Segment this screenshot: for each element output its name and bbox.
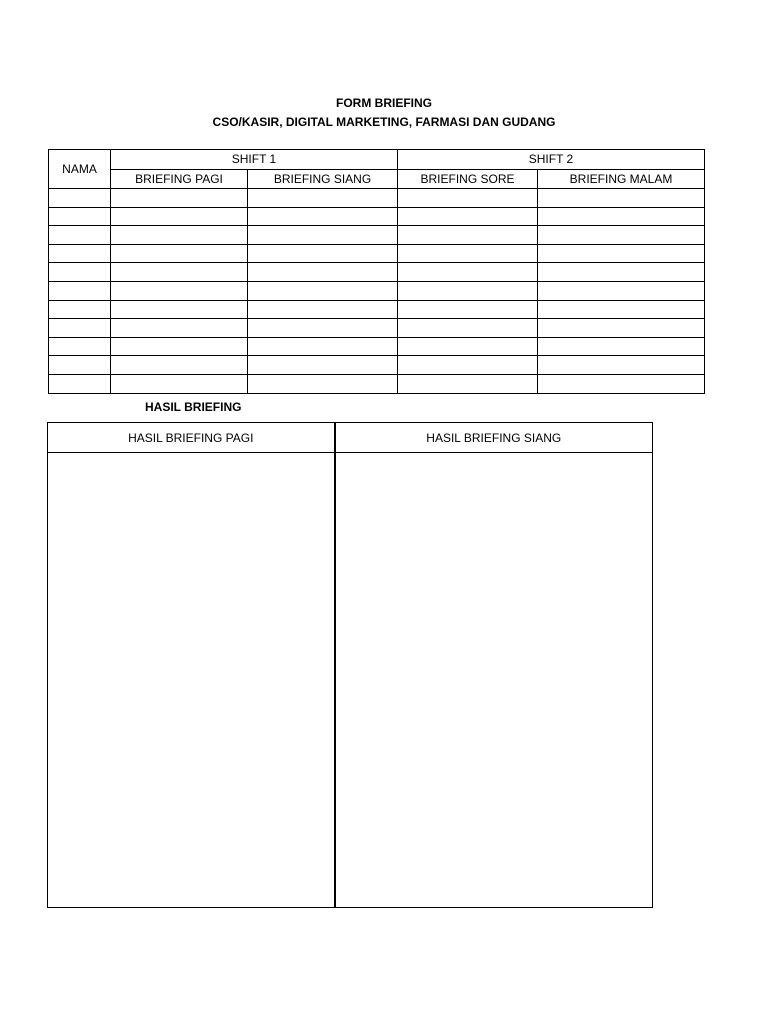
briefing-malam-cell[interactable]: [538, 337, 705, 356]
header-row-shifts: [49, 150, 705, 170]
table-row: [49, 263, 705, 282]
briefing-malam-cell[interactable]: [538, 300, 705, 319]
briefing-sore-cell[interactable]: [398, 244, 538, 263]
briefing-siang-cell[interactable]: [248, 263, 398, 282]
nama-cell[interactable]: [49, 337, 111, 356]
briefing-malam-cell[interactable]: [538, 281, 705, 300]
briefing-sore-cell[interactable]: [398, 226, 538, 245]
table-row: [49, 244, 705, 263]
table-row: [49, 189, 705, 208]
briefing-sore-cell[interactable]: [398, 300, 538, 319]
briefing-pagi-cell[interactable]: [111, 244, 248, 263]
hasil-briefing-pagi-header: HASIL BRIEFING PAGI: [48, 423, 335, 453]
nama-cell[interactable]: [49, 207, 111, 226]
table-row: [49, 300, 705, 319]
briefing-pagi-cell[interactable]: [111, 263, 248, 282]
nama-cell[interactable]: [49, 226, 111, 245]
briefing-siang-cell[interactable]: [248, 207, 398, 226]
briefing-pagi-cell[interactable]: [111, 189, 248, 208]
briefing-siang-cell[interactable]: [248, 337, 398, 356]
nama-cell[interactable]: [49, 263, 111, 282]
shift-2-header: SHIFT 2: [398, 150, 705, 170]
table-row: [49, 207, 705, 226]
briefing-malam-cell[interactable]: [538, 263, 705, 282]
briefing-siang-cell[interactable]: [248, 244, 398, 263]
briefing-malam-header: BRIEFING MALAM: [538, 169, 705, 189]
briefing-pagi-cell[interactable]: [111, 319, 248, 338]
nama-cell[interactable]: [49, 281, 111, 300]
briefing-sore-header: BRIEFING SORE: [398, 169, 538, 189]
briefing-sore-cell[interactable]: [398, 374, 538, 393]
briefing-sore-cell[interactable]: [398, 281, 538, 300]
briefing-sore-cell[interactable]: [398, 207, 538, 226]
table-row: [49, 226, 705, 245]
form-title: FORM BRIEFING: [336, 96, 432, 110]
nama-header: NAMA: [49, 150, 111, 189]
briefing-pagi-cell[interactable]: [111, 281, 248, 300]
briefing-siang-cell[interactable]: [248, 300, 398, 319]
form-subtitle: CSO/KASIR, DIGITAL MARKETING, FARMASI DAN GUDANG: [212, 115, 556, 129]
nama-cell[interactable]: [49, 356, 111, 375]
table-row: [49, 374, 705, 393]
briefing-pagi-cell[interactable]: [111, 337, 248, 356]
briefing-siang-cell[interactable]: [248, 356, 398, 375]
briefing-siang-cell[interactable]: [248, 189, 398, 208]
briefing-malam-cell[interactable]: [538, 244, 705, 263]
briefing-malam-cell[interactable]: [538, 319, 705, 338]
briefing-siang-cell[interactable]: [248, 374, 398, 393]
briefing-sore-cell[interactable]: [398, 189, 538, 208]
briefing-sore-cell[interactable]: [398, 356, 538, 375]
briefing-pagi-cell[interactable]: [111, 226, 248, 245]
briefing-sore-cell[interactable]: [398, 263, 538, 282]
nama-cell[interactable]: [49, 244, 111, 263]
shift-1-header: SHIFT 1: [111, 150, 398, 170]
briefing-malam-cell[interactable]: [538, 374, 705, 393]
header-row-briefings: [49, 169, 705, 189]
briefing-pagi-cell[interactable]: [111, 207, 248, 226]
results-table: [47, 422, 653, 908]
results-header-row: [48, 423, 653, 453]
table-row: [49, 319, 705, 338]
table-row: [49, 281, 705, 300]
briefing-malam-cell[interactable]: [538, 207, 705, 226]
briefing-malam-cell[interactable]: [538, 226, 705, 245]
briefing-siang-header: BRIEFING SIANG: [248, 169, 398, 189]
briefing-pagi-cell[interactable]: [111, 356, 248, 375]
briefing-sore-cell[interactable]: [398, 337, 538, 356]
hasil-briefing-title: HASIL BRIEFING: [145, 400, 242, 414]
briefing-siang-cell[interactable]: [248, 226, 398, 245]
briefing-pagi-cell[interactable]: [111, 300, 248, 319]
briefing-sore-cell[interactable]: [398, 319, 538, 338]
hasil-briefing-siang-area[interactable]: [335, 453, 653, 908]
nama-cell[interactable]: [49, 300, 111, 319]
nama-cell[interactable]: [49, 319, 111, 338]
results-body-row: [48, 453, 653, 908]
briefing-malam-cell[interactable]: [538, 189, 705, 208]
briefing-siang-cell[interactable]: [248, 281, 398, 300]
hasil-briefing-siang-header: HASIL BRIEFING SIANG: [335, 423, 653, 453]
attendance-table: [48, 149, 705, 394]
nama-cell[interactable]: [49, 374, 111, 393]
briefing-pagi-cell[interactable]: [111, 374, 248, 393]
table-row: [49, 356, 705, 375]
nama-cell[interactable]: [49, 189, 111, 208]
hasil-briefing-pagi-area[interactable]: [48, 453, 335, 908]
table-row: [49, 337, 705, 356]
briefing-siang-cell[interactable]: [248, 319, 398, 338]
briefing-pagi-header: BRIEFING PAGI: [111, 169, 248, 189]
briefing-malam-cell[interactable]: [538, 356, 705, 375]
